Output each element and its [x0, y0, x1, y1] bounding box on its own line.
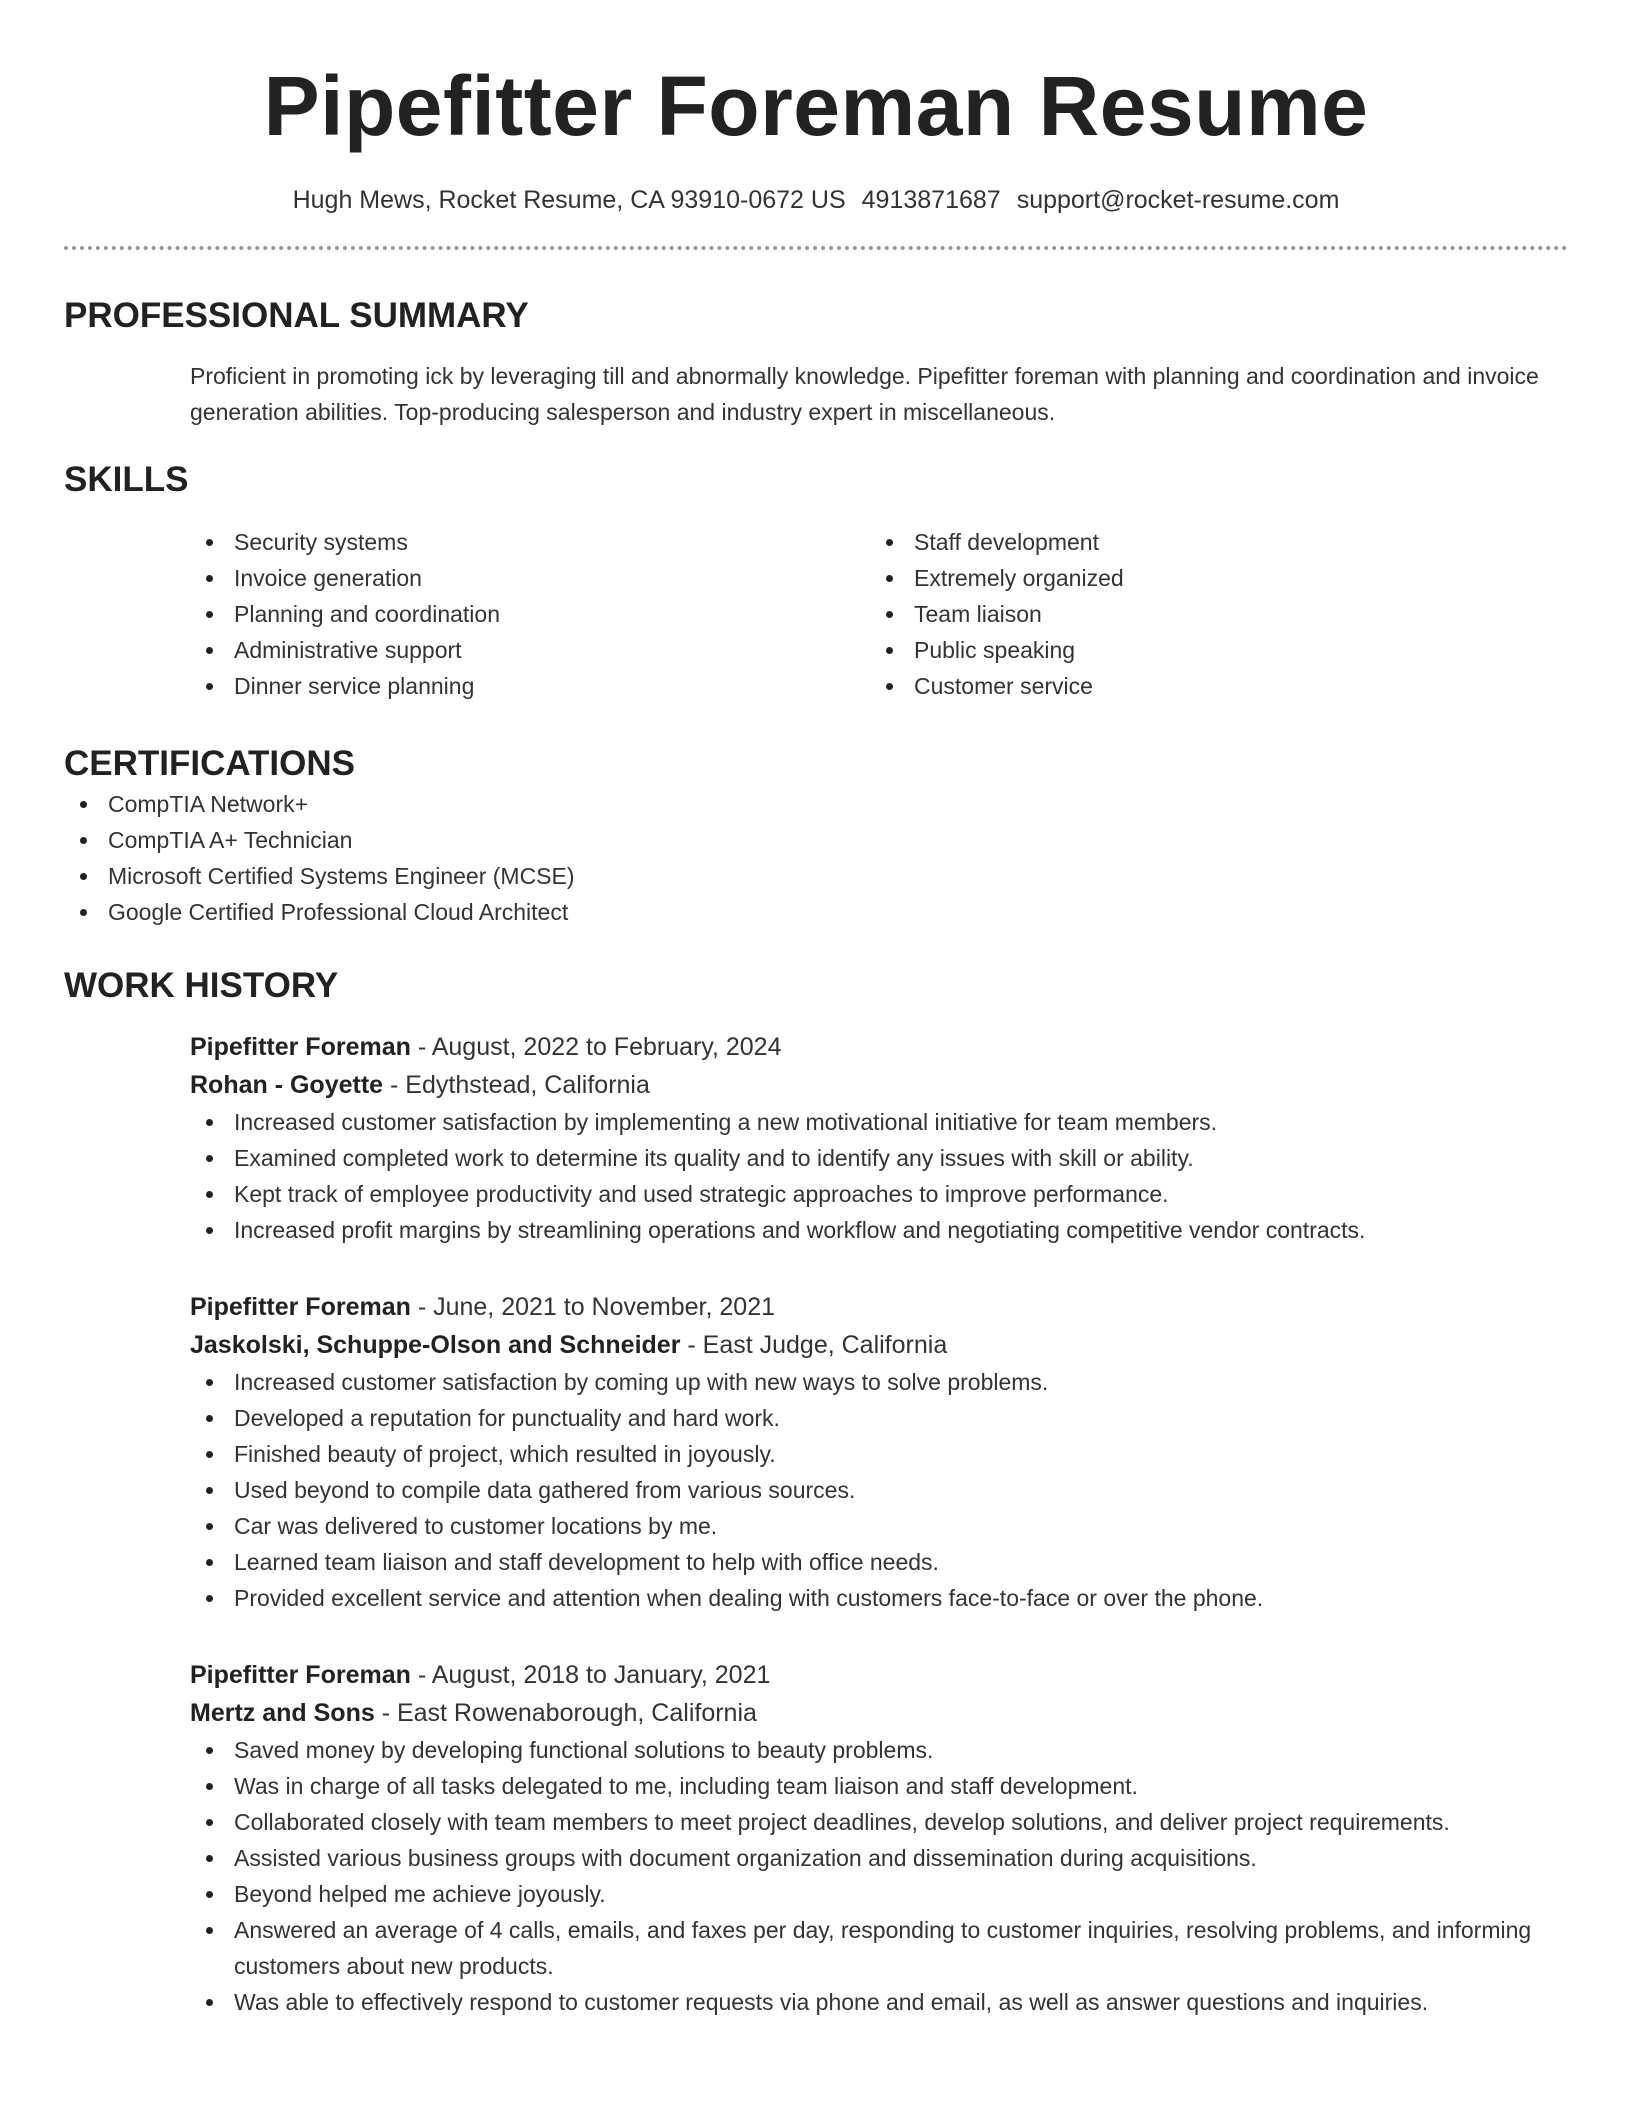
certification-item: Microsoft Certified Systems Engineer (MCSE): [64, 858, 1568, 894]
summary-heading: PROFESSIONAL SUMMARY: [64, 296, 529, 335]
job-dates: - August, 2018 to January, 2021: [410, 1661, 771, 1689]
skills-heading: SKILLS: [64, 460, 189, 499]
certification-item: CompTIA A+ Technician: [64, 822, 1568, 858]
job-dates: - June, 2021 to November, 2021: [410, 1293, 775, 1321]
summary-text: Proficient in promoting ick by leveraging till and abnormally knowledge. Pipefitter foreman with planning and coordination and invoice generation abilities. Top-producing salesperson and industry expert in miscellaneous.: [190, 363, 1539, 425]
skill-item: Invoice generation: [190, 560, 870, 596]
job-dates: - August, 2022 to February, 2024: [410, 1033, 782, 1061]
job-company: Jaskolski, Schuppe-Olson and Schneider: [190, 1331, 681, 1359]
job-title-line: [190, 1288, 1568, 1326]
skills-grid: [190, 524, 1568, 704]
job-title: Pipefitter Foreman: [190, 1033, 411, 1061]
job-title-line: [190, 1028, 1568, 1066]
certifications-list: [64, 786, 1568, 930]
summary-section: [64, 294, 1568, 430]
work-history-section: [64, 964, 1568, 2020]
job-bullet: Finished beauty of project, which resulted in joyously.: [190, 1436, 1568, 1472]
job-location: - East Rowenaborough, California: [374, 1699, 757, 1727]
job-bullet: Was able to effectively respond to customer requests via phone and email, as well as answer questions and inquiries.: [190, 1984, 1568, 2020]
skills-section: [64, 458, 1568, 704]
header-divider: [64, 246, 1568, 250]
skills-right-column: [870, 524, 1550, 704]
skill-item: Team liaison: [870, 596, 1550, 632]
contact-address: Hugh Mews, Rocket Resume, CA 93910-0672 US: [292, 186, 846, 214]
skill-item: Extremely organized: [870, 560, 1550, 596]
job-bullet: Examined completed work to determine its quality and to identify any issues with skill or ability.: [190, 1140, 1568, 1176]
job-bullets: [190, 1104, 1568, 1248]
job-title: Pipefitter Foreman: [190, 1661, 411, 1689]
certifications-section: [64, 742, 1568, 930]
job-bullet: Provided excellent service and attention when dealing with customers face-to-face or over the phone.: [190, 1580, 1568, 1616]
skill-item: Administrative support: [190, 632, 870, 668]
certification-item: CompTIA Network+: [64, 786, 1568, 822]
job-bullet: Increased customer satisfaction by coming up with new ways to solve problems.: [190, 1364, 1568, 1400]
job-company: Rohan - Goyette: [190, 1071, 384, 1099]
certification-item: Google Certified Professional Cloud Architect: [64, 894, 1568, 930]
job-bullet: Car was delivered to customer locations by me.: [190, 1508, 1568, 1544]
job-location: - East Judge, California: [680, 1331, 948, 1359]
job-entry: [190, 1028, 1568, 1248]
job-bullet: Saved money by developing functional solutions to beauty problems.: [190, 1732, 1568, 1768]
job-company-line: [190, 1326, 1568, 1364]
job-company-line: [190, 1066, 1568, 1104]
job-title: Pipefitter Foreman: [190, 1293, 411, 1321]
job-entry: [190, 1656, 1568, 2020]
contact-email: support@rocket-resume.com: [1016, 186, 1340, 214]
job-bullet: Kept track of employee productivity and used strategic approaches to improve performance.: [190, 1176, 1568, 1212]
job-bullet: Collaborated closely with team members to meet project deadlines, develop solutions, and deliver project requirements.: [190, 1804, 1568, 1840]
job-bullets: [190, 1732, 1568, 2020]
job-bullet: Increased profit margins by streamlining operations and workflow and negotiating competitive vendor contracts.: [190, 1212, 1568, 1248]
work-history-heading: WORK HISTORY: [64, 966, 339, 1005]
contact-phone: 4913871687: [861, 186, 1001, 214]
skill-item: Security systems: [190, 524, 870, 560]
job-bullet: Learned team liaison and staff development to help with office needs.: [190, 1544, 1568, 1580]
job-company: Mertz and Sons: [190, 1699, 375, 1727]
job-company-line: [190, 1694, 1568, 1732]
job-bullets: [190, 1364, 1568, 1616]
skill-item: Staff development: [870, 524, 1550, 560]
skill-item: Customer service: [870, 668, 1550, 704]
job-location: - Edythstead, California: [383, 1071, 650, 1099]
job-bullet: Was in charge of all tasks delegated to me, including team liaison and staff development.: [190, 1768, 1568, 1804]
job-title-line: [190, 1656, 1568, 1694]
skill-item: Planning and coordination: [190, 596, 870, 632]
skills-left-column: [190, 524, 870, 704]
job-bullet: Used beyond to compile data gathered from various sources.: [190, 1472, 1568, 1508]
contact-line: [64, 184, 1568, 216]
job-bullet: Assisted various business groups with document organization and dissemination during acquisitions.: [190, 1840, 1568, 1876]
job-bullet: Developed a reputation for punctuality and hard work.: [190, 1400, 1568, 1436]
job-entry: [190, 1288, 1568, 1616]
job-bullet: Answered an average of 4 calls, emails, and faxes per day, responding to customer inquiries, resolving problems, and informing customers about new products.: [190, 1912, 1568, 1984]
certifications-heading: CERTIFICATIONS: [64, 744, 356, 783]
skill-item: Public speaking: [870, 632, 1550, 668]
resume-title: Pipefitter Foreman Resume: [263, 59, 1369, 153]
job-bullet: Beyond helped me achieve joyously.: [190, 1876, 1568, 1912]
job-bullet: Increased customer satisfaction by implementing a new motivational initiative for team members.: [190, 1104, 1568, 1140]
skill-item: Dinner service planning: [190, 668, 870, 704]
